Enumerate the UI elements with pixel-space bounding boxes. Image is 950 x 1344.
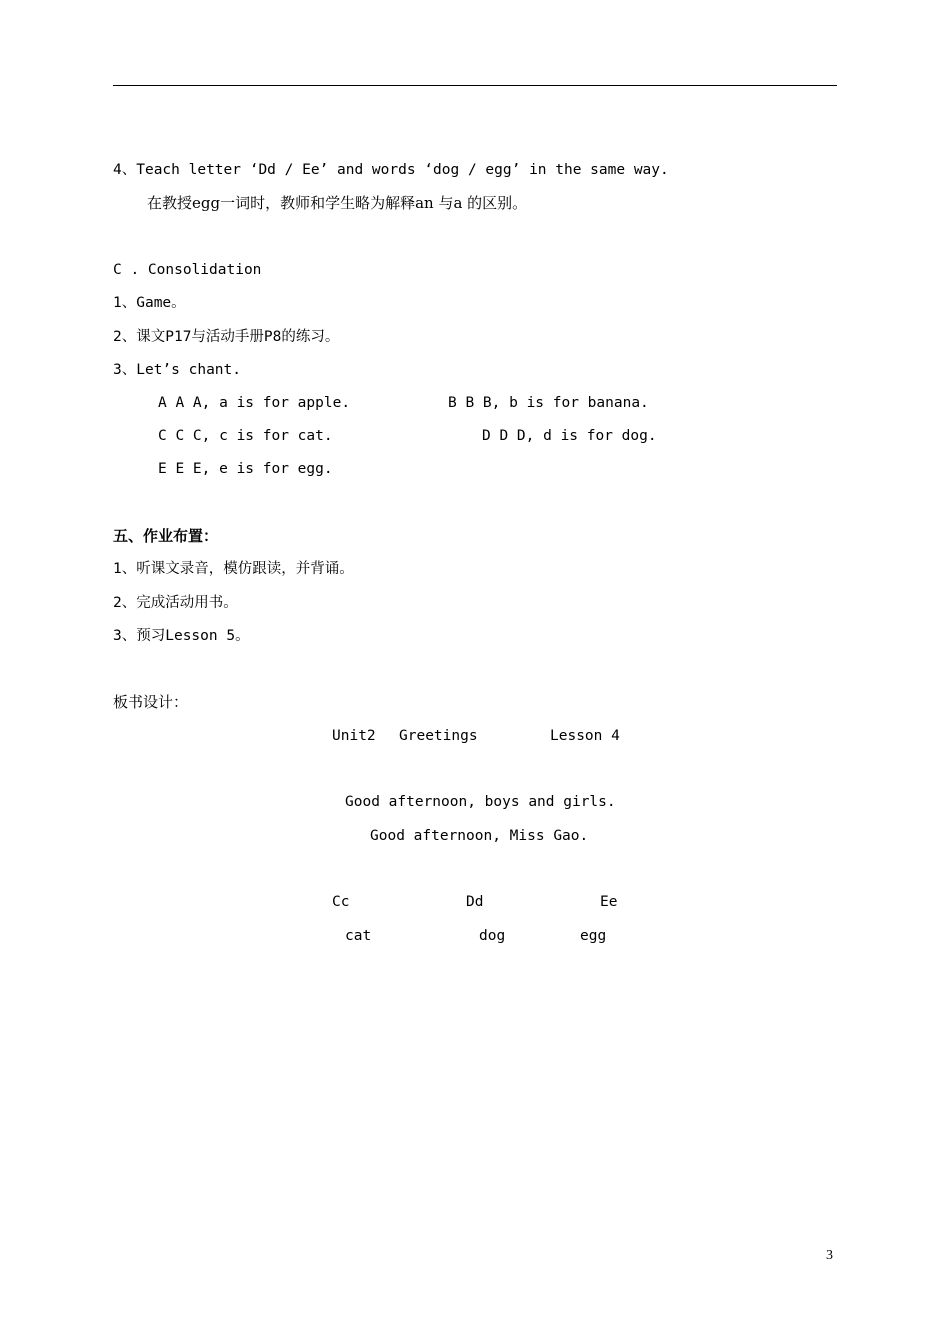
homework-item-1: 1、听课文录音，模仿跟读，并背诵。: [113, 561, 354, 577]
board-letter-d: Dd: [466, 894, 484, 910]
step-4-note: 在教授egg一词时，教师和学生略为解释an 与a 的区别。: [147, 194, 528, 212]
consolidation-item-1: 1、Game。: [113, 295, 186, 311]
board-word-cat: cat: [345, 928, 372, 944]
chant-line-b: B B B, b is for banana.: [448, 395, 649, 411]
chant-line-d: D D D, d is for dog.: [482, 428, 657, 444]
board-design-heading: 板书设计：: [113, 693, 189, 711]
board-lesson: Lesson 4: [550, 728, 620, 744]
board-letter-e: Ee: [600, 894, 618, 910]
board-line-2: Good afternoon, Miss Gao.: [370, 828, 589, 844]
chant-line-a: A A A, a is for apple.: [158, 395, 351, 411]
chant-line-e: E E E, e is for egg.: [158, 461, 333, 477]
consolidation-item-3: 3、Let’s chant.: [113, 362, 241, 378]
homework-item-2: 2、完成活动用书。: [113, 595, 238, 611]
consolidation-item-2: 2、课文P17与活动手册P8的练习。: [113, 329, 340, 345]
board-line-1: Good afternoon, boys and girls.: [345, 794, 616, 810]
board-word-egg: egg: [580, 928, 607, 944]
step-4-text: 4、Teach letter ‘Dd / Ee’ and words ‘dog / egg’ in the same way.: [113, 162, 669, 178]
chant-line-c: C C C, c is for cat.: [158, 428, 333, 444]
board-topic: Greetings: [399, 728, 478, 744]
board-letter-c: Cc: [332, 894, 350, 910]
homework-heading: 五、作业布置：: [113, 527, 219, 545]
header-rule: [113, 85, 837, 86]
consolidation-heading: C . Consolidation: [113, 262, 262, 278]
homework-item-3: 3、预习Lesson 5。: [113, 628, 250, 644]
board-word-dog: dog: [479, 928, 506, 944]
board-unit: Unit2: [332, 728, 376, 744]
page-number: 3: [826, 1248, 833, 1263]
